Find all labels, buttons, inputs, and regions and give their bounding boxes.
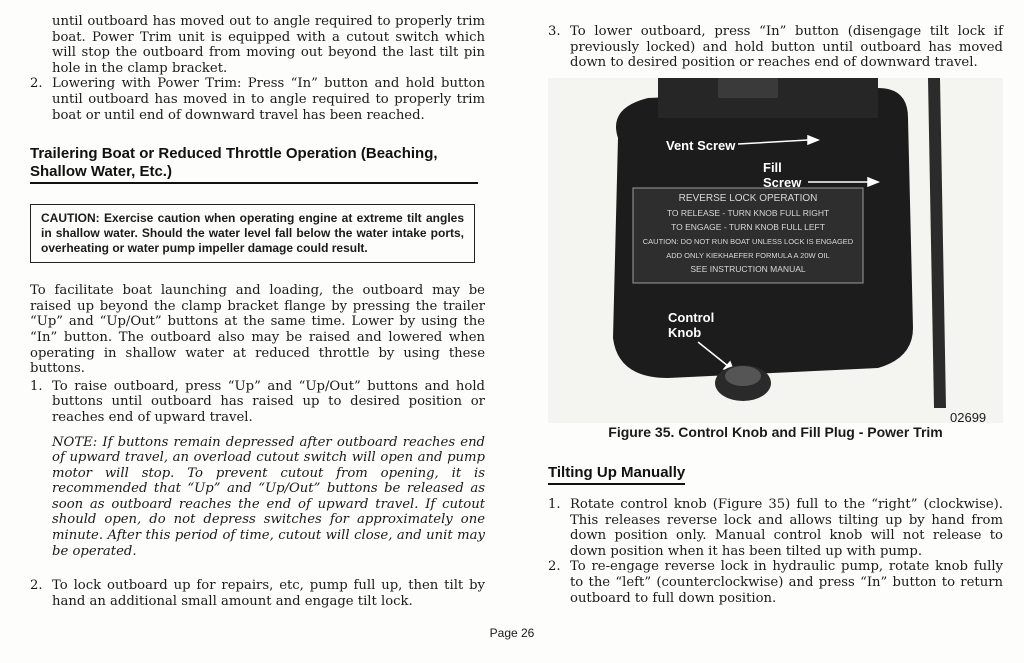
label-knob: Knob <box>668 325 702 340</box>
list-item-raise <box>30 379 485 426</box>
plate-line-6: SEE INSTRUCTION MANUAL <box>690 264 806 274</box>
list-number: 2. <box>548 559 561 575</box>
list-number: 2. <box>30 76 43 92</box>
list-item-lock-up <box>30 578 485 609</box>
right-column <box>548 0 1003 71</box>
section-heading-tilting: Tilting Up Manually <box>548 464 685 485</box>
figure-caption: Figure 35. Control Knob and Fill Plug - Power Trim <box>608 424 943 440</box>
list-text: To lock outboard up for repairs, etc, pump full up, then tilt by hand an additional small amount and engage tilt lock. <box>52 578 485 609</box>
paragraph-trim-cutout: until outboard has moved out to angle required to properly trim boat. Power Trim unit is equipped with a cutout switch which will stop the outboard from moving out beyond the last tilt pin hole in the clamp bracket. <box>52 14 485 76</box>
label-screw: Screw <box>763 175 802 190</box>
power-trim-photo <box>548 78 1003 423</box>
right-column-lower <box>548 424 1003 606</box>
list-text: To raise outboard, press “Up” and “Up/Out” buttons and hold buttons until outboard has raised up to desired position or reaches end of upward travel. <box>52 378 485 425</box>
left-column <box>30 0 485 609</box>
list-number: 2. <box>30 578 43 594</box>
plate-line-2: TO RELEASE - TURN KNOB FULL RIGHT <box>666 208 830 218</box>
list-number: 3. <box>548 24 561 39</box>
list-item-lower <box>548 24 1003 71</box>
plate-line-4: CAUTION: DO NOT RUN BOAT UNLESS LOCK IS ENGAGED <box>642 237 854 246</box>
list-number: 1. <box>548 497 561 512</box>
section-heading-trailering: Trailering Boat or Reduced Throttle Operation (Beaching, Shallow Water, Etc.) <box>30 145 478 184</box>
list-item-rotate-knob <box>548 497 1003 559</box>
list-item-lowering <box>30 76 485 123</box>
list-text: Rotate control knob (Figure 35) full to the “right” (clockwise). This releases reverse lock and allows tilting up by hand from down position only. Manual control knob will not release to down position when it has been tilted up with pump. <box>570 497 1003 559</box>
label-fill: Fill <box>763 160 782 175</box>
note-cutout: NOTE: If buttons remain depressed after outboard reaches end of upward travel, an overload cutout switch will open and pump motor will stop. To prevent cutout from opening, it is recommended that “Up” and “Up/Out” buttons be released as soon as outboard reaches the end of upward travel. If cutout should open, do not depress switches for approximately one minute. After this period of time, cutout will close, and unit may be operated. <box>52 434 485 559</box>
paragraph-launching: To facilitate boat launching and loading, the outboard may be raised up beyond the clamp bracket flange by pressing the trailer “Up” and “Up/Out” buttons at the same time. Lower by using the “In” button. The outboard also may be raised and lowered when operating in shallow water at reduced throttle by using these buttons. <box>30 283 485 377</box>
list-number: 1. <box>30 378 43 394</box>
plate-line-1: REVERSE LOCK OPERATION <box>678 193 818 204</box>
list-text: To lower outboard, press “In” button (disengage tilt lock if previously locked) and hold button until outboard has moved down to desired position or reaches end of downward travel. <box>570 24 1003 71</box>
list-text: To re-engage reverse lock in hydraulic pump, rotate knob fully to the “left” (counterclockwise) and press “In” button to return outboard to full down position. <box>570 559 1003 606</box>
list-item-reengage <box>548 559 1003 606</box>
label-control: Control <box>668 310 715 325</box>
caution-box: CAUTION: Exercise caution when operating engine at extreme tilt angles in shallow water. Should the water level fall below the water intake ports, overheating or water pump impeller damage could result. <box>30 204 475 263</box>
label-vent-screw: Vent Screw <box>666 138 736 153</box>
page-number: Page 26 <box>489 626 535 640</box>
list-text: Lowering with Power Trim: Press “In” button and hold button until outboard has moved in to angle required to properly trim boat or until end of downward travel has been reached. <box>52 76 485 123</box>
plate-line-5: ADD ONLY KIEKHAEFER FORMULA A 20W OIL <box>666 251 830 260</box>
plate-line-3: TO ENGAGE - TURN KNOB FULL LEFT <box>671 222 825 232</box>
figure-number: 02699 <box>950 410 987 425</box>
